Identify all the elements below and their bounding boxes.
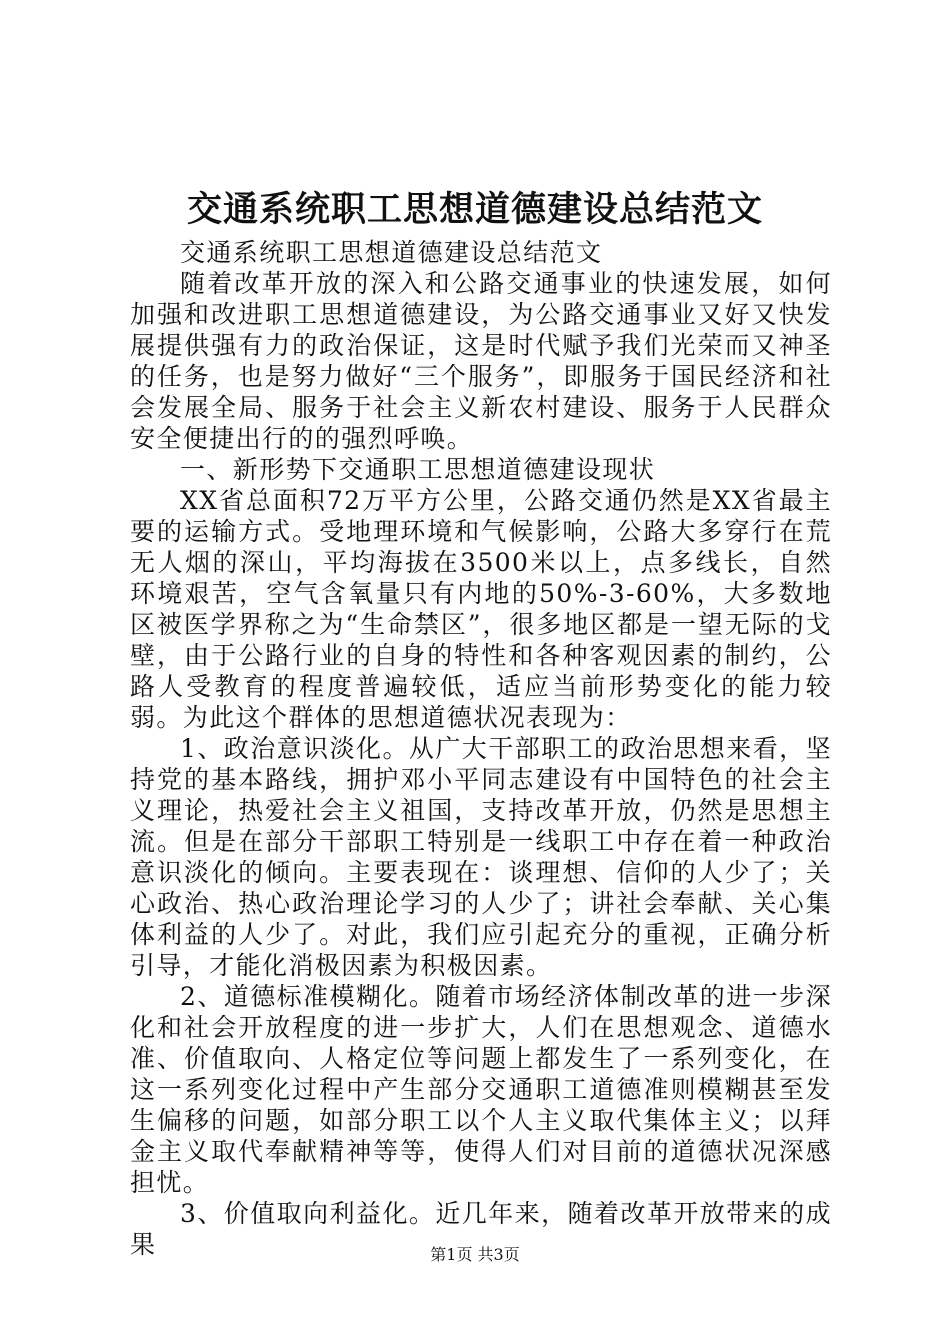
paragraph-subtitle: 交通系统职工思想道德建设总结范文 bbox=[180, 238, 603, 267]
paragraph-item-3: 3、价值取向利益化。近几年来，随着改革开放带来的成果 bbox=[130, 1199, 832, 1259]
paragraph-item-2: 2、道德标准模糊化。随着市场经济体制改革的进一步深化和社会开放程度的进一步扩大，人们在思想观念、道德水准、价值取向、人格定位等问题上都发生了一系列变化，在这一系列变化过程中产生部分交通职工道德准则模糊甚至发生偏移的问题，如部分职工以个人主义取代集体主义；以拜金主义取代奉献精神等等，使得人们对目前的道德状况深感担忧。 bbox=[130, 982, 832, 1197]
document-body bbox=[130, 237, 832, 1260]
section-heading: 一、新形势下交通职工思想道德建设现状 bbox=[180, 455, 656, 484]
document-title: 交通系统职工思想道德建设总结范文 bbox=[186, 189, 763, 230]
paragraph-item-1: 1、政治意识淡化。从广大干部职工的政治思想来看，坚持党的基本路线，拥护邓小平同志建设有中国特色的社会主义理论，热爱社会主义祖国，支持改革开放，仍然是思想主流。但是在部分干部职工特别是一线职工中存在着一种政治意识淡化的倾向。主要表现在：谈理想、信仰的人少了；关心政治、热心政治理论学习的人少了；讲社会奉献、关心集体利益的人少了。对此，我们应引起充分的重视，正确分析引导，才能化消极因素为积极因素。 bbox=[130, 734, 832, 980]
page-footer: 第1页 共3页 bbox=[430, 1245, 520, 1264]
paragraph-status: XX省总面积72万平方公里，公路交通仍然是XX省最主要的运输方式。受地理环境和气候影响，公路大多穿行在荒无人烟的深山，平均海拔在3500米以上，点多线长，自然环境艰苦，空气含氧量只有内地的50%-3-60%，大多数地区被医学界称之为“生命禁区”，很多地区都是一望无际的戈壁，由于公路行业的自身的特性和各种客观因素的制约，公路人受教育的程度普遍较低，适应当前形势变化的能力较弱。为此这个群体的思想道德状况表现为： bbox=[130, 486, 832, 732]
paragraph-intro: 随着改革开放的深入和公路交通事业的快速发展，如何加强和改进职工思想道德建设，为公路交通事业又好又快发展提供强有力的政治保证，这是时代赋予我们光荣而又神圣的任务，也是努力做好“三个服务”，即服务于国民经济和社会发展全局、服务于社会主义新农村建设、服务于人民群众安全便捷出行的的强烈呼唤。 bbox=[130, 269, 832, 453]
